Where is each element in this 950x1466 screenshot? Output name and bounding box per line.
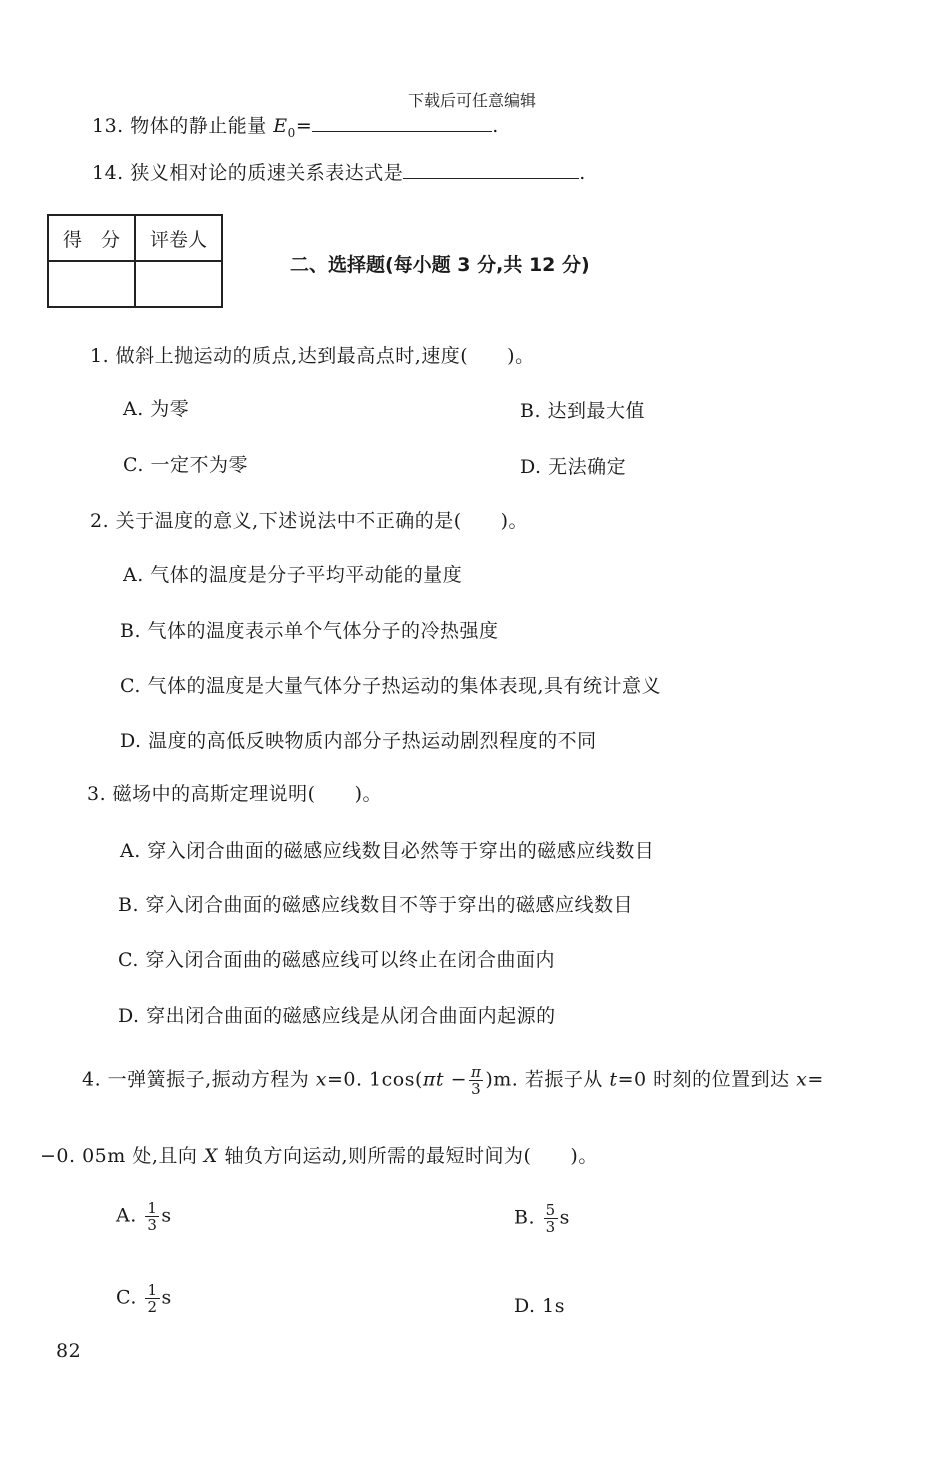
q14-end: . — [579, 162, 586, 184]
watermark-header: 下载后可任意编辑 — [408, 91, 537, 110]
q14-text: 14. 狭义相对论的质速关系表达式是 — [92, 162, 404, 184]
q4-line2-a: −0. 05m 处,且向 — [40, 1145, 204, 1167]
q4-t0: t — [609, 1068, 618, 1091]
q4-minus: − — [444, 1068, 467, 1091]
question-13 — [92, 111, 499, 140]
q4-b-label: B. — [514, 1206, 536, 1229]
q3-stem: 3. 磁场中的高斯定理说明( )。 — [87, 783, 382, 805]
section-title: 二、选择题(每小题 3 分,共 12 分) — [290, 254, 590, 276]
q3-option-d: D. 穿出闭合曲面的磁感应线是从闭合曲面内起源的 — [118, 1005, 556, 1027]
q4-c-num: 1 — [147, 1281, 158, 1299]
q4-option-c — [116, 1282, 172, 1315]
q13-var: E — [273, 115, 288, 137]
q13-sub: 0 — [287, 125, 296, 140]
q2-option-a: A. 气体的温度是分子平均平动能的量度 — [123, 564, 463, 586]
q4-option-d: D. 1s — [514, 1295, 565, 1317]
q4-t0-rest: =0 时刻的位置到达 — [617, 1068, 797, 1091]
q4-a-fraction — [145, 1200, 159, 1233]
q4-X: X — [203, 1145, 218, 1167]
q2-option-d: D. 温度的高低反映物质内部分子热运动剧烈程度的不同 — [120, 730, 597, 752]
q4-phase-fraction — [469, 1064, 483, 1097]
q4-c-unit: s — [161, 1286, 172, 1309]
page-number: 82 — [56, 1340, 82, 1362]
q1-option-c: C. 一定不为零 — [123, 454, 248, 476]
q3-option-b: B. 穿入闭合曲面的磁感应线数目不等于穿出的磁感应线数目 — [118, 894, 634, 916]
q4-after-frac: )m. 若振子从 — [485, 1068, 610, 1091]
q14-answer-blank[interactable] — [403, 160, 579, 179]
q4-stem-line2 — [40, 1141, 598, 1168]
q4-option-b — [514, 1202, 570, 1235]
q4-pi: π — [422, 1068, 436, 1091]
q4-a-den: 3 — [147, 1216, 158, 1234]
question-14 — [92, 158, 586, 185]
q4-x2: x — [796, 1068, 808, 1091]
q4-b-unit: s — [559, 1206, 570, 1229]
q4-t: t — [435, 1068, 445, 1091]
q4-a-unit: s — [161, 1204, 172, 1227]
q2-stem: 2. 关于温度的意义,下述说法中不正确的是( )。 — [90, 510, 529, 532]
score-box — [47, 214, 223, 308]
q13-eq: = — [295, 115, 313, 137]
q1-stem: 1. 做斜上抛运动的质点,达到最高点时,速度( )。 — [90, 345, 535, 367]
q4-a-label: A. — [116, 1204, 137, 1227]
q4-eq1: =0. 1cos( — [326, 1068, 423, 1091]
score-label: 得 分 — [48, 215, 135, 261]
q4-c-den: 2 — [147, 1298, 158, 1316]
q13-answer-blank[interactable] — [312, 113, 492, 132]
q4-stem-line1 — [82, 1064, 824, 1097]
q4-b-num: 5 — [545, 1201, 556, 1219]
q1-option-d: D. 无法确定 — [520, 456, 627, 478]
q4-line2-b: 轴负方向运动,则所需的最短时间为( )。 — [217, 1145, 598, 1167]
q4-x: x — [315, 1068, 327, 1091]
q2-option-b: B. 气体的温度表示单个气体分子的冷热强度 — [120, 620, 499, 642]
q4-c-fraction — [145, 1282, 159, 1315]
q4-frac-num: π — [471, 1063, 482, 1081]
q4-b-fraction — [544, 1202, 558, 1235]
grader-cell[interactable] — [135, 261, 222, 307]
q4-frac-den: 3 — [471, 1080, 482, 1098]
q2-option-c: C. 气体的温度是大量气体分子热运动的集体表现,具有统计意义 — [120, 675, 661, 697]
grader-label: 评卷人 — [135, 215, 222, 261]
q4-b-den: 3 — [545, 1218, 556, 1236]
q3-option-a: A. 穿入闭合曲面的磁感应线数目必然等于穿出的磁感应线数目 — [120, 840, 655, 862]
q4-eq2: = — [807, 1068, 824, 1091]
q1-option-b: B. 达到最大值 — [520, 400, 646, 422]
q4-a-num: 1 — [147, 1199, 158, 1217]
score-cell[interactable] — [48, 261, 135, 307]
q3-option-c: C. 穿入闭合面曲的磁感应线可以终止在闭合曲面内 — [118, 949, 555, 971]
q1-option-a: A. 为零 — [123, 398, 190, 420]
q13-end: . — [492, 115, 499, 137]
q4-option-a — [116, 1200, 172, 1233]
q4-c-label: C. — [116, 1286, 137, 1309]
q13-text: 13. 物体的静止能量 — [92, 115, 274, 137]
q4-stem-a: 4. 一弹簧振子,振动方程为 — [82, 1068, 316, 1091]
